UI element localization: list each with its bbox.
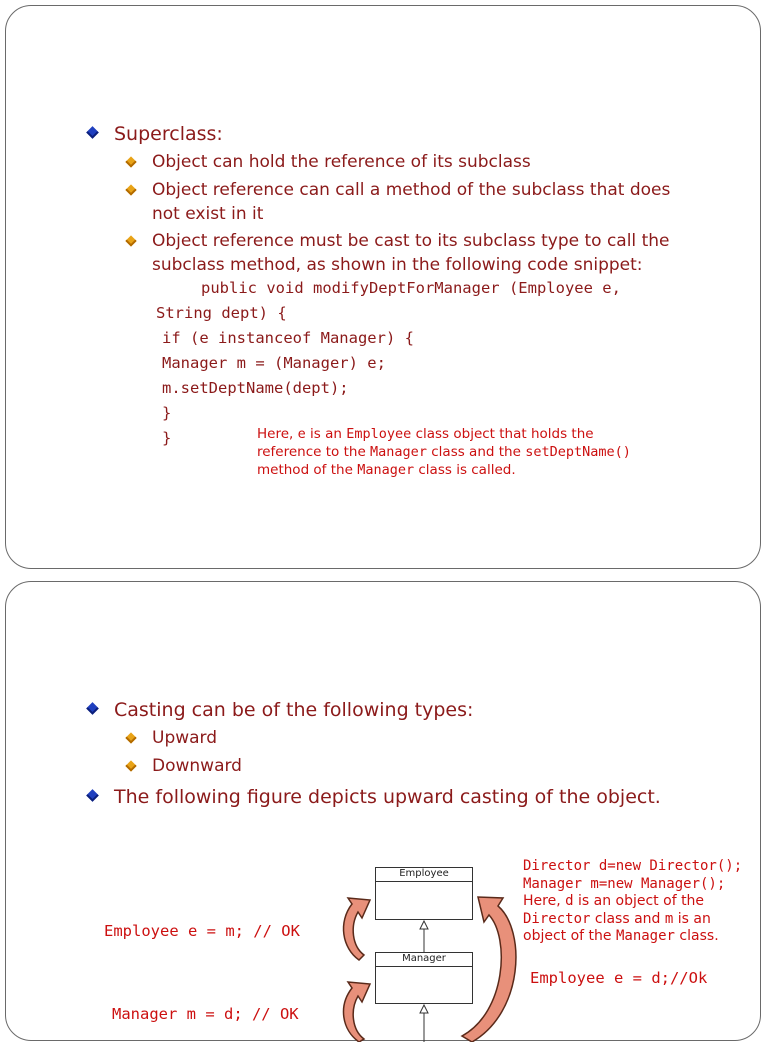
code-line-7: } xyxy=(162,429,172,447)
code-note-line-3: method of the Manager class is called. xyxy=(257,462,516,478)
right-cast-arrow xyxy=(462,897,516,1042)
diamond-subbullet-icon xyxy=(125,235,136,246)
slide-2 xyxy=(5,581,761,1041)
right-code-manager: Manager m=new Manager(); xyxy=(523,875,726,892)
uml-box-manager-title: Manager xyxy=(376,953,472,967)
left-code-manager: Manager m = d; // OK xyxy=(112,1005,299,1023)
bullet-superclass: Superclass: xyxy=(114,123,223,145)
code-line-3: if (e instanceof Manager) { xyxy=(162,329,414,347)
code-line-6: } xyxy=(162,404,172,422)
subbullet-3-line-1: Object reference must be cast to its subclass type to call the xyxy=(152,231,670,251)
right-note-line-3: object of the Manager class. xyxy=(523,928,719,944)
diamond-subbullet-icon xyxy=(125,184,136,195)
code-line-2: String dept) { xyxy=(156,304,287,322)
right-note-line-2: Director class and m is an xyxy=(523,910,711,927)
code-line-5: m.setDeptName(dept); xyxy=(162,379,349,397)
subbullet-2-line-2: not exist in it xyxy=(152,204,264,224)
code-line-1: public void modifyDeptForManager (Employee e, xyxy=(201,279,621,297)
left-cast-arrow-upper xyxy=(344,898,370,960)
code-note-line-2: reference to the Manager class and the setDeptName() xyxy=(257,444,631,460)
subbullet-upward: Upward xyxy=(152,728,218,748)
left-cast-arrow-lower xyxy=(344,982,370,1042)
code-line-4: Manager m = (Manager) e; xyxy=(162,354,386,372)
diamond-bullet-icon xyxy=(86,126,99,139)
bullet-figure-intro: The following figure depicts upward casting of the object. xyxy=(114,786,661,808)
subbullet-downward: Downward xyxy=(152,756,242,776)
right-code-employee-cast: Employee e = d;//Ok xyxy=(530,969,708,987)
bullet-casting-types: Casting can be of the following types: xyxy=(114,699,474,721)
left-code-employee: Employee e = m; // OK xyxy=(104,922,300,940)
diamond-subbullet-icon xyxy=(125,156,136,167)
uml-box-employee-title: Employee xyxy=(376,868,472,882)
subbullet-1: Object can hold the reference of its subclass xyxy=(152,152,531,172)
code-note-line-1: Here, e is an Employee class object that holds the xyxy=(257,426,594,442)
subbullet-3-line-2: subclass method, as shown in the following code snippet: xyxy=(152,255,643,275)
inheritance-arrow-manager-employee xyxy=(420,921,428,952)
slide-1 xyxy=(5,5,761,569)
right-note-line-1: Here, d is an object of the xyxy=(523,893,705,909)
subbullet-2-line-1: Object reference can call a method of the subclass that does xyxy=(152,180,671,200)
right-code-director: Director d=new Director(); xyxy=(523,858,743,874)
